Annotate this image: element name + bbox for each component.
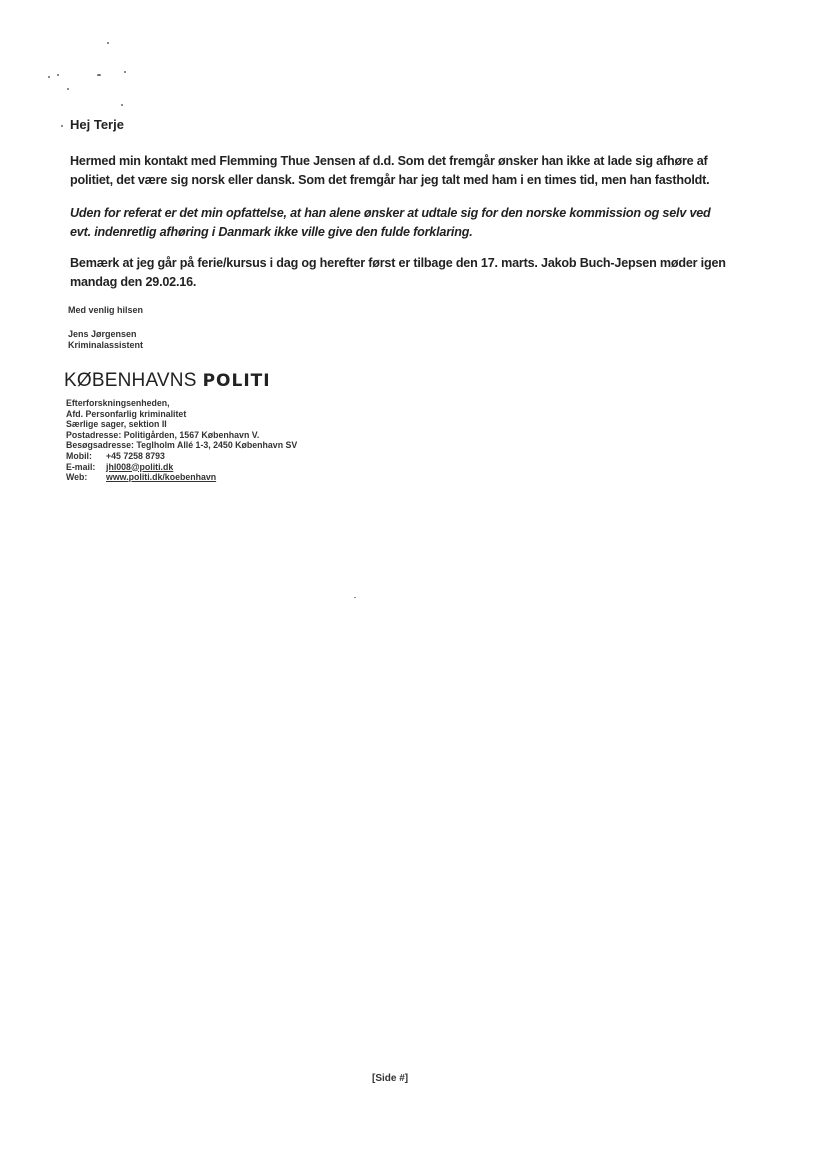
police-logo (64, 370, 271, 392)
mobile-label: Mobil: (66, 450, 92, 461)
email-paragraph-contact: Hermed min kontakt med Flemming Thue Jensen af d.d. Som det fremgår ønsker han ikke at lade sig afhøre af politiet, det være sig norsk eller dansk. Som det fremgår har jeg talt med ham i en times tid, men han fastholdt. (70, 154, 710, 187)
web-link[interactable]: www.politi.dk/koebenhavn (106, 472, 217, 483)
email-link[interactable]: jhl008@politi.dk (106, 461, 174, 472)
scan-speck (48, 76, 50, 78)
signature-section: Særlige sager, sektion II (66, 419, 167, 430)
scan-speck (354, 597, 356, 598)
signature-unit: Efterforskningsenheden, (66, 398, 170, 408)
signature-visit-address: Besøgsadresse: Teglholm Allé 1-3, 2450 København SV (66, 440, 298, 451)
scan-speck (67, 88, 69, 90)
email-label: E-mail: (66, 461, 96, 472)
logo-text-police: POLITI (202, 371, 271, 391)
signature-mobile-row (66, 451, 297, 462)
email-closing: Med venlig hilsen (68, 305, 144, 315)
signature-web-row (66, 472, 297, 483)
signature-department: Afd. Personfarlig kriminalitet (66, 408, 187, 419)
signature-postal-address: Postadresse: Politigården, 1567 København V. (66, 429, 260, 440)
web-label: Web: (66, 472, 88, 483)
signature-email-row (66, 462, 297, 473)
email-paragraph-opinion: Uden for referat er det min opfattelse, at han alene ønsker at udtale sig for den norske kommission og selv ved evt. indenretlig afhøring i Danmark ikke ville give den fulde forklaring. (70, 206, 711, 239)
email-greeting: Hej Terje (70, 117, 124, 132)
scan-speck (107, 42, 109, 44)
scan-speck (97, 74, 101, 76)
signature-name: Jens Jørgensen (68, 329, 137, 339)
mobile-number: +45 7258 8793 (106, 450, 165, 461)
signature-title: Kriminalassistent (68, 340, 144, 350)
scan-speck (121, 104, 123, 106)
scan-speck (61, 125, 63, 127)
scan-speck (57, 74, 59, 76)
email-paragraph-absence: Bemærk at jeg går på ferie/kursus i dag og herefter først er tilbage den 17. marts. Jakob Buch-Jepsen møder igen mandag den 29.02.16. (70, 256, 726, 289)
scan-speck (124, 71, 126, 73)
page-number-footer: [Side #] (372, 1073, 409, 1084)
signature-contact-block (66, 398, 297, 483)
logo-text-city: KØBENHAVNS (64, 370, 197, 391)
